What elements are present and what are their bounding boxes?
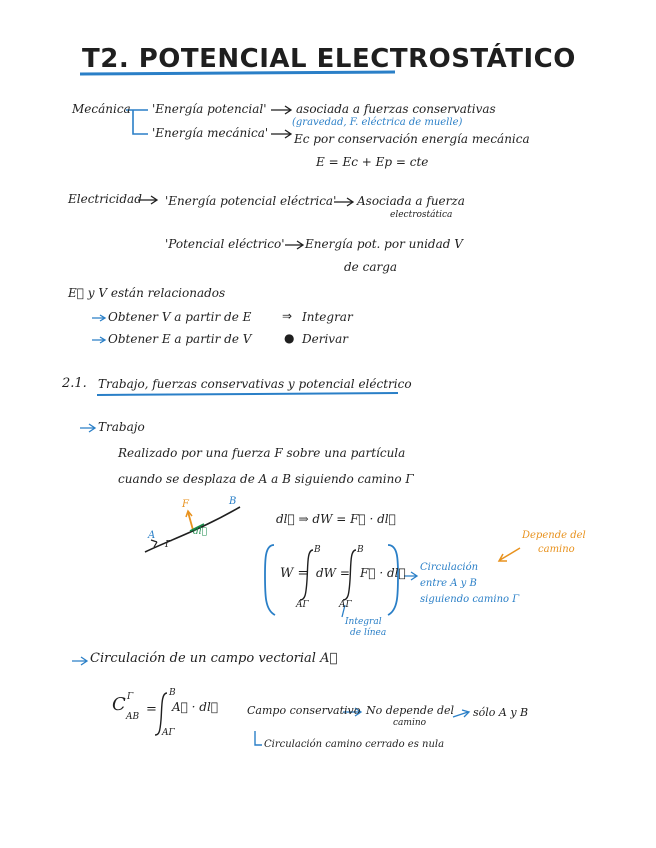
diagram-label-f: F <box>182 499 189 510</box>
epe-desc2: electrostática <box>390 210 453 220</box>
depende-1: Depende del <box>522 530 586 541</box>
circ-lower: AΓ <box>162 728 175 738</box>
diagram-label-gamma: Γ <box>165 540 172 550</box>
ep-label: 'Energía potencial' <box>152 102 267 116</box>
circulacion-eq: = <box>146 702 157 717</box>
integral-lower-2: AΓ <box>339 600 352 610</box>
ep-desc: asociada a fuerzas conservativas <box>296 102 496 116</box>
trabajo-line1: Realizado por una fuerza F sobre una partícula <box>118 446 406 460</box>
ep-examples: (gravedad, F. eléctrica de muelle) <box>292 117 463 128</box>
diagram-label-b: B <box>229 496 237 507</box>
section-number: 2.1. <box>62 376 87 391</box>
mecanica-label: Mecánica <box>72 102 131 116</box>
relation-line2: Obtener E a partir de V <box>108 332 252 346</box>
line-integral-1: Integral <box>345 617 382 627</box>
relation-line1: Obtener V a partir de E <box>108 310 252 324</box>
page-title: T2. POTENCIAL ELECTROSTÁTICO <box>82 44 576 74</box>
circ-note-1: Circulación <box>420 562 479 573</box>
trabajo-line2: cuando se desplaza de A a B siguiendo camino Γ <box>118 472 414 486</box>
diagram-label-dl: dl⃗ <box>193 527 208 537</box>
circ-upper: B <box>169 688 176 698</box>
electricidad-label: Electricidad <box>68 192 142 206</box>
circulacion-symbol: C <box>112 694 126 715</box>
integral-lower-1: AΓ <box>296 600 309 610</box>
circulacion-heading: Circulación de un campo vectorial A⃗ <box>90 651 338 666</box>
diagram-label-a: A <box>148 530 156 541</box>
dw-equation: dl⃗ ⇒ dW = F⃗ · dl⃗ <box>276 512 396 526</box>
depende-2: camino <box>538 544 575 555</box>
circulacion-sub: AB <box>126 712 140 722</box>
pot-desc: Energía pot. por unidad V <box>305 237 463 251</box>
solo-a-b: sólo A y B <box>473 706 529 719</box>
integral-dw: dW = <box>316 566 350 580</box>
circulacion-sup: Γ <box>127 692 134 702</box>
campo-conservativo: Campo conservativo <box>247 704 361 717</box>
integral-upper-2: B <box>357 545 364 555</box>
pot-label: 'Potencial eléctrico' <box>165 237 285 251</box>
integral-upper-1: B <box>314 545 321 555</box>
no-depende-1: No depende del <box>366 704 455 717</box>
integral-w: W = <box>280 566 309 581</box>
relation-integrar: Integrar <box>302 310 353 324</box>
circ-note-3: siguiendo camino Γ <box>420 594 520 605</box>
line-integral-2: de línea <box>350 628 387 638</box>
implies-icon: ⇒ <box>282 309 293 323</box>
epe-desc: Asociada a fuerza <box>357 194 465 208</box>
energy-equation: E = Ec + Ep = cte <box>316 155 429 169</box>
circ-note-2: entre A y B <box>420 578 477 589</box>
circulacion-integrand: A⃗ · dl⃗ <box>172 700 219 714</box>
section-title: Trabajo, fuerzas conservativas y potencial eléctrico <box>98 377 412 391</box>
em-label: 'Energía mecánica' <box>152 126 269 140</box>
bullet-icon: ● <box>284 331 295 345</box>
integral-fdl: F⃗ · dl⃗ <box>360 566 406 580</box>
no-depende-2: camino <box>393 718 427 728</box>
circulacion-cerrado: Circulación camino cerrado es nula <box>264 739 445 750</box>
relation-heading: E⃗ y V están relacionados <box>68 286 226 300</box>
trabajo-heading: Trabajo <box>98 420 145 434</box>
relation-derivar: Derivar <box>302 332 348 346</box>
pot-desc2: de carga <box>344 260 398 274</box>
epe-label: 'Energía potencial eléctrica' <box>165 194 337 208</box>
em-desc: Ec por conservación energía mecánica <box>294 132 530 146</box>
